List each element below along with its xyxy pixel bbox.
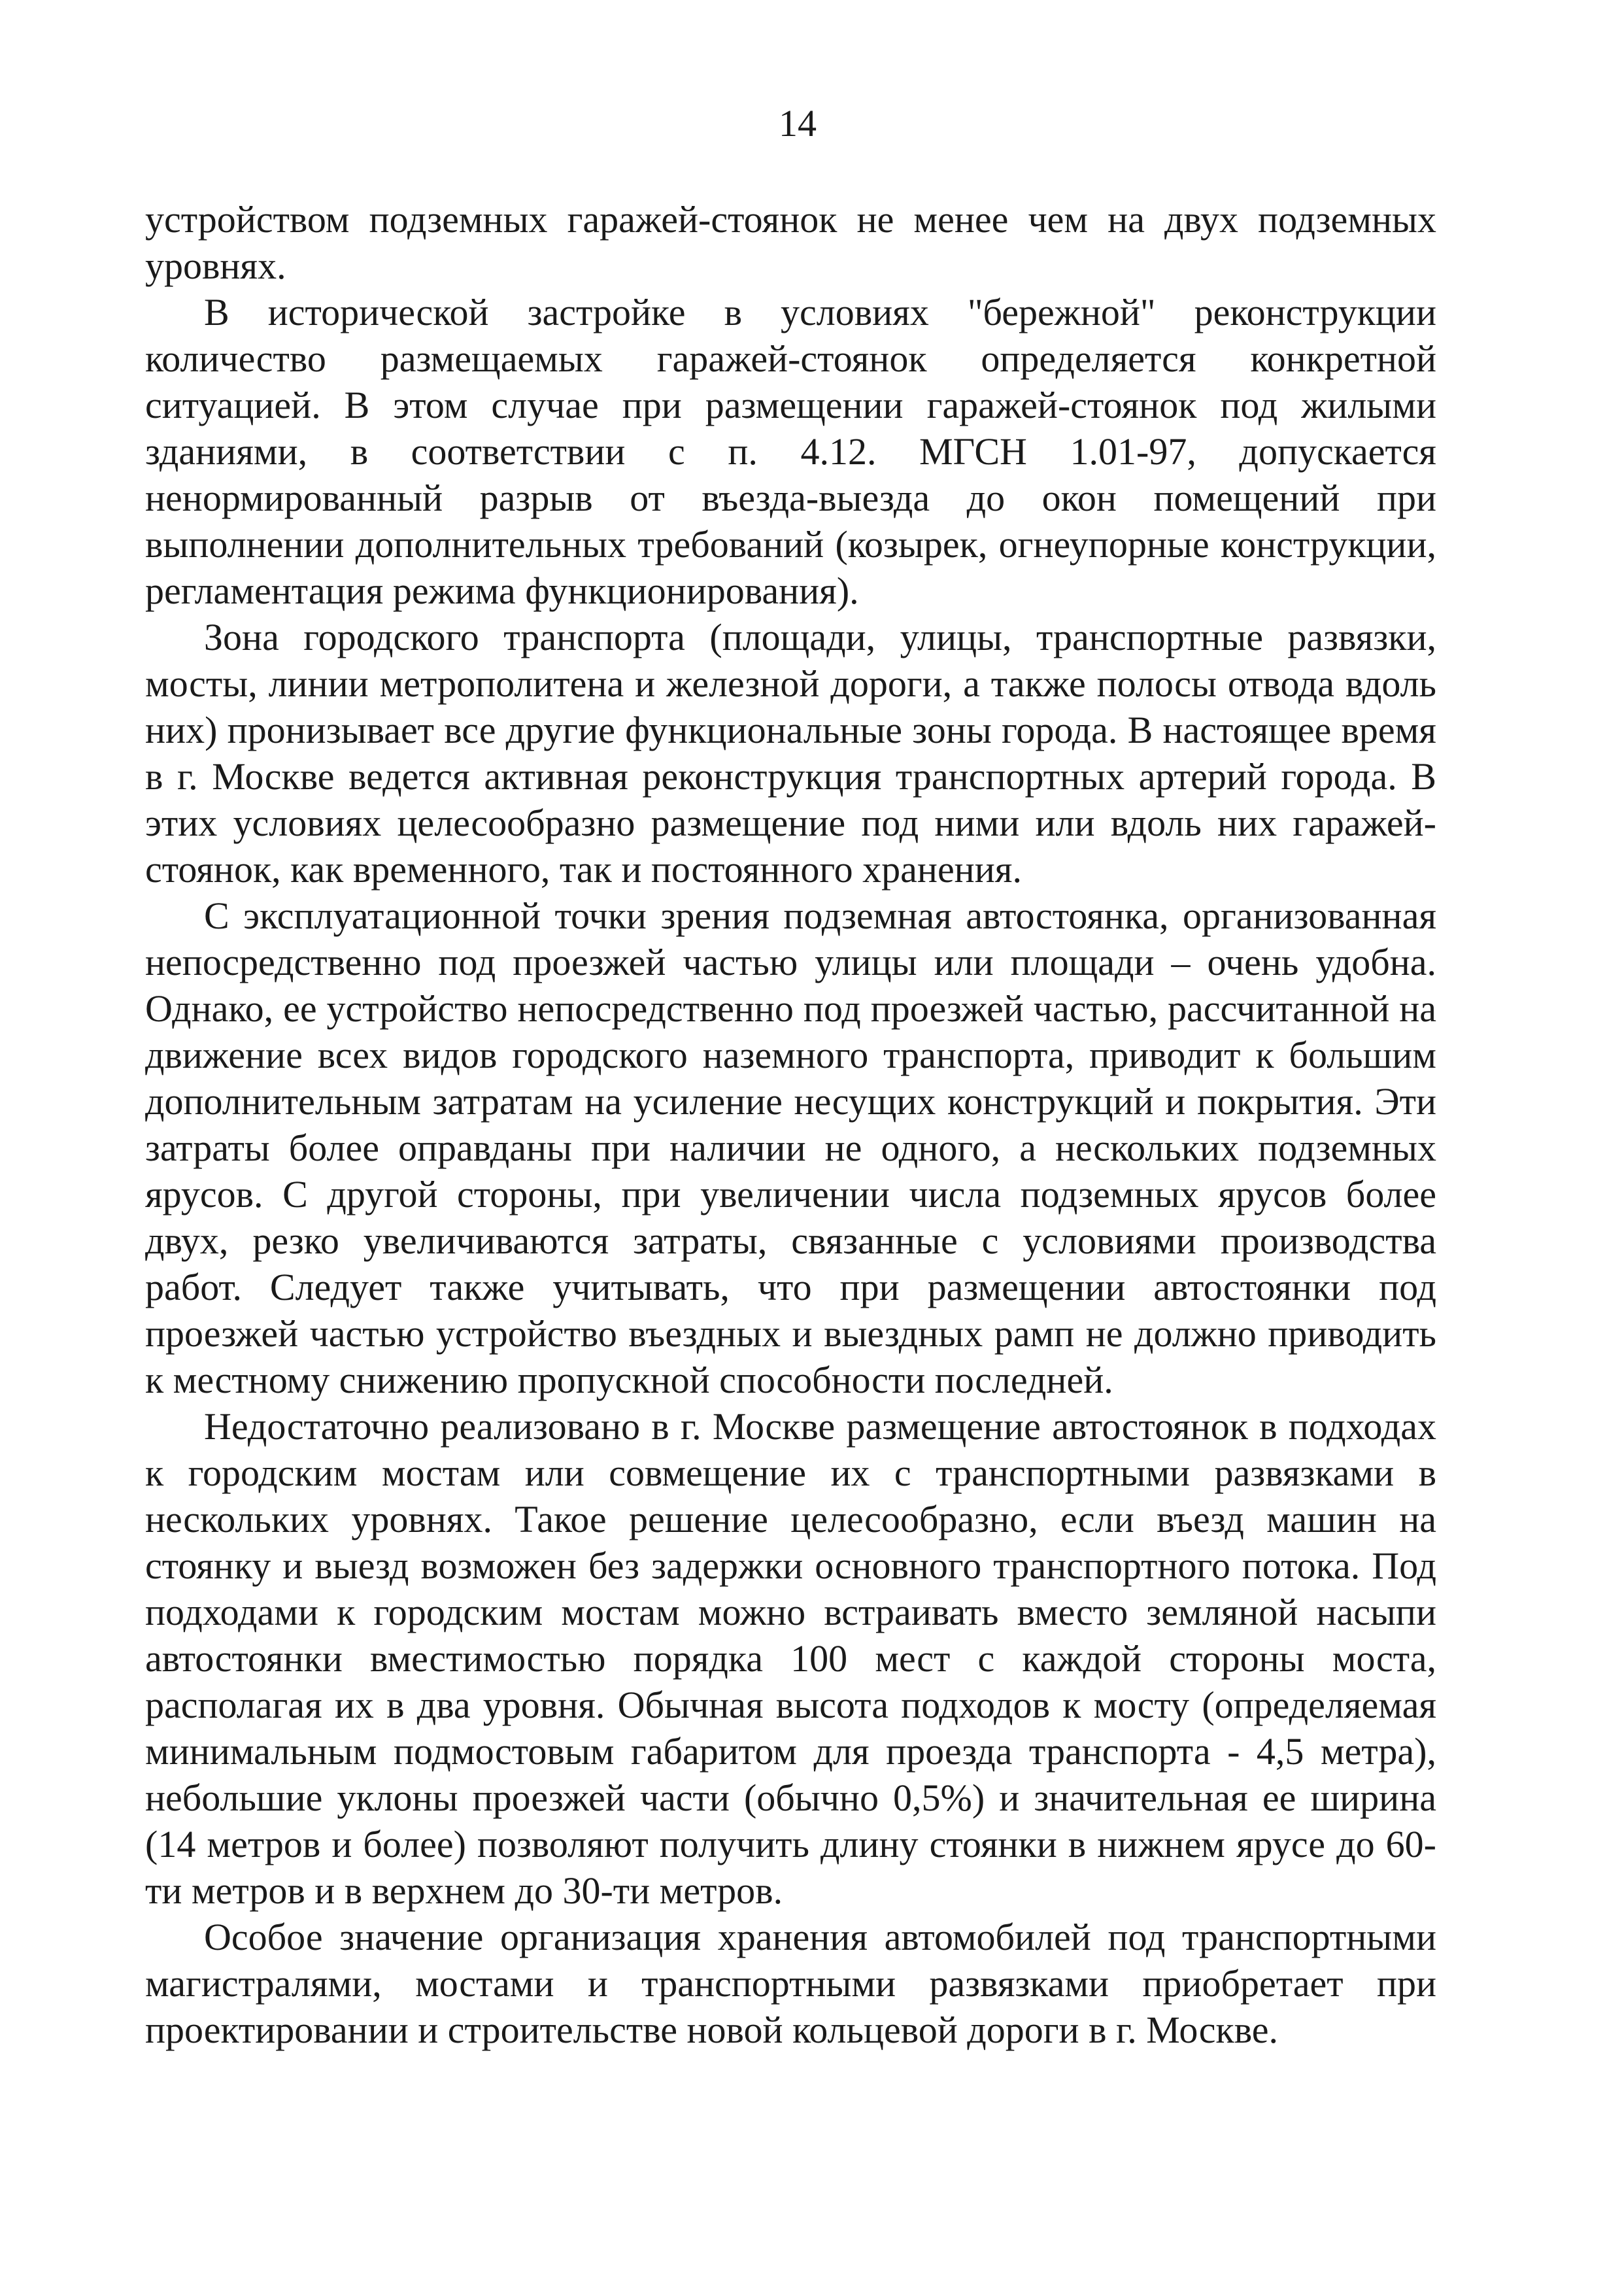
paragraph-underground-parking: С эксплуатационной точки зрения подземная автостоянка, организованная непосредственно под проезжей частью улицы или площади – очень удобна. Однако, ее устройство непосредственно под проезжей частью, рассчитанной на движение всех видов городского наземного транспорта, приводит к большим дополнительным затратам на усиление несущих конструкций и покрытия. Эти затраты более оправданы при наличии не одного, а нескольких подземных ярусов. С другой стороны, при увеличении числа подземных ярусов более двух, резко увеличиваются затраты, связанные с условиями производства работ. Следует также учитывать, что при размещении автостоянки под проезжей частью устройство въездных и выездных рамп не должно приводить к местному снижению пропускной способности последней. (145, 894, 1436, 1401)
paragraph-transport-zone: Зона городского транспорта (площади, улицы, транспортные развязки, мосты, линии метрополитена и железной дороги, а также полосы отвода вдоль них) пронизывает все другие функциональные зоны города. В настоящее время в г. Москве ведется активная реконструкция транспортных артерий города. В этих условиях целесообразно размещение под ними или вдоль них гаражей-стоянок, как временного, так и постоянного хранения. (145, 616, 1436, 891)
page-number: 14 (779, 102, 817, 144)
body-text (145, 196, 1436, 2053)
paragraph-ring-road: Особое значение организация хранения автомобилей под транспортными магистралями, мостами и транспортными развязками приобретает при проектировании и строительстве новой кольцевой дороги в г. Москве. (145, 1916, 1436, 2051)
paragraph-historic-development: В исторической застройке в условиях "бережной" реконструкции количество размещаемых гаражей-стоянок определяется конкретной ситуацией. В этом случае при размещении гаражей-стоянок под жилыми зданиями, в соответствии с п. 4.12. МГСН 1.01-97, допускается ненормированный разрыв от въезда-выезда до окон помещений при выполнении дополнительных требований (козырек, огнеупорные конструкции, регламентация режима функционирования). (145, 291, 1436, 612)
paragraph-continuation: устройством подземных гаражей-стоянок не менее чем на двух подземных уровнях. (145, 198, 1436, 287)
paragraph-bridge-approaches: Недостаточно реализовано в г. Москве размещение автостоянок в подходах к городским мостам или совмещение их с транспортными развязками в нескольких уровнях. Такое решение целесообразно, если въезд машин на стоянку и выезд возможен без задержки основного транспортного потока. Под подходами к городским мостам можно встраивать вместо земляной насыпи автостоянки вместимостью порядка 100 мест с каждой стороны моста, располагая их в два уровня. Обычная высота подходов к мосту (определяемая минимальным подмостовым габаритом для проезда транспорта - 4,5 метра), небольшие уклоны проезжей части (обычно 0,5%) и значительная ее ширина (14 метров и более) позволяют получить длину стоянки в нижнем ярусе до 60-ти метров и в верхнем до 30-ти метров. (145, 1405, 1436, 1912)
